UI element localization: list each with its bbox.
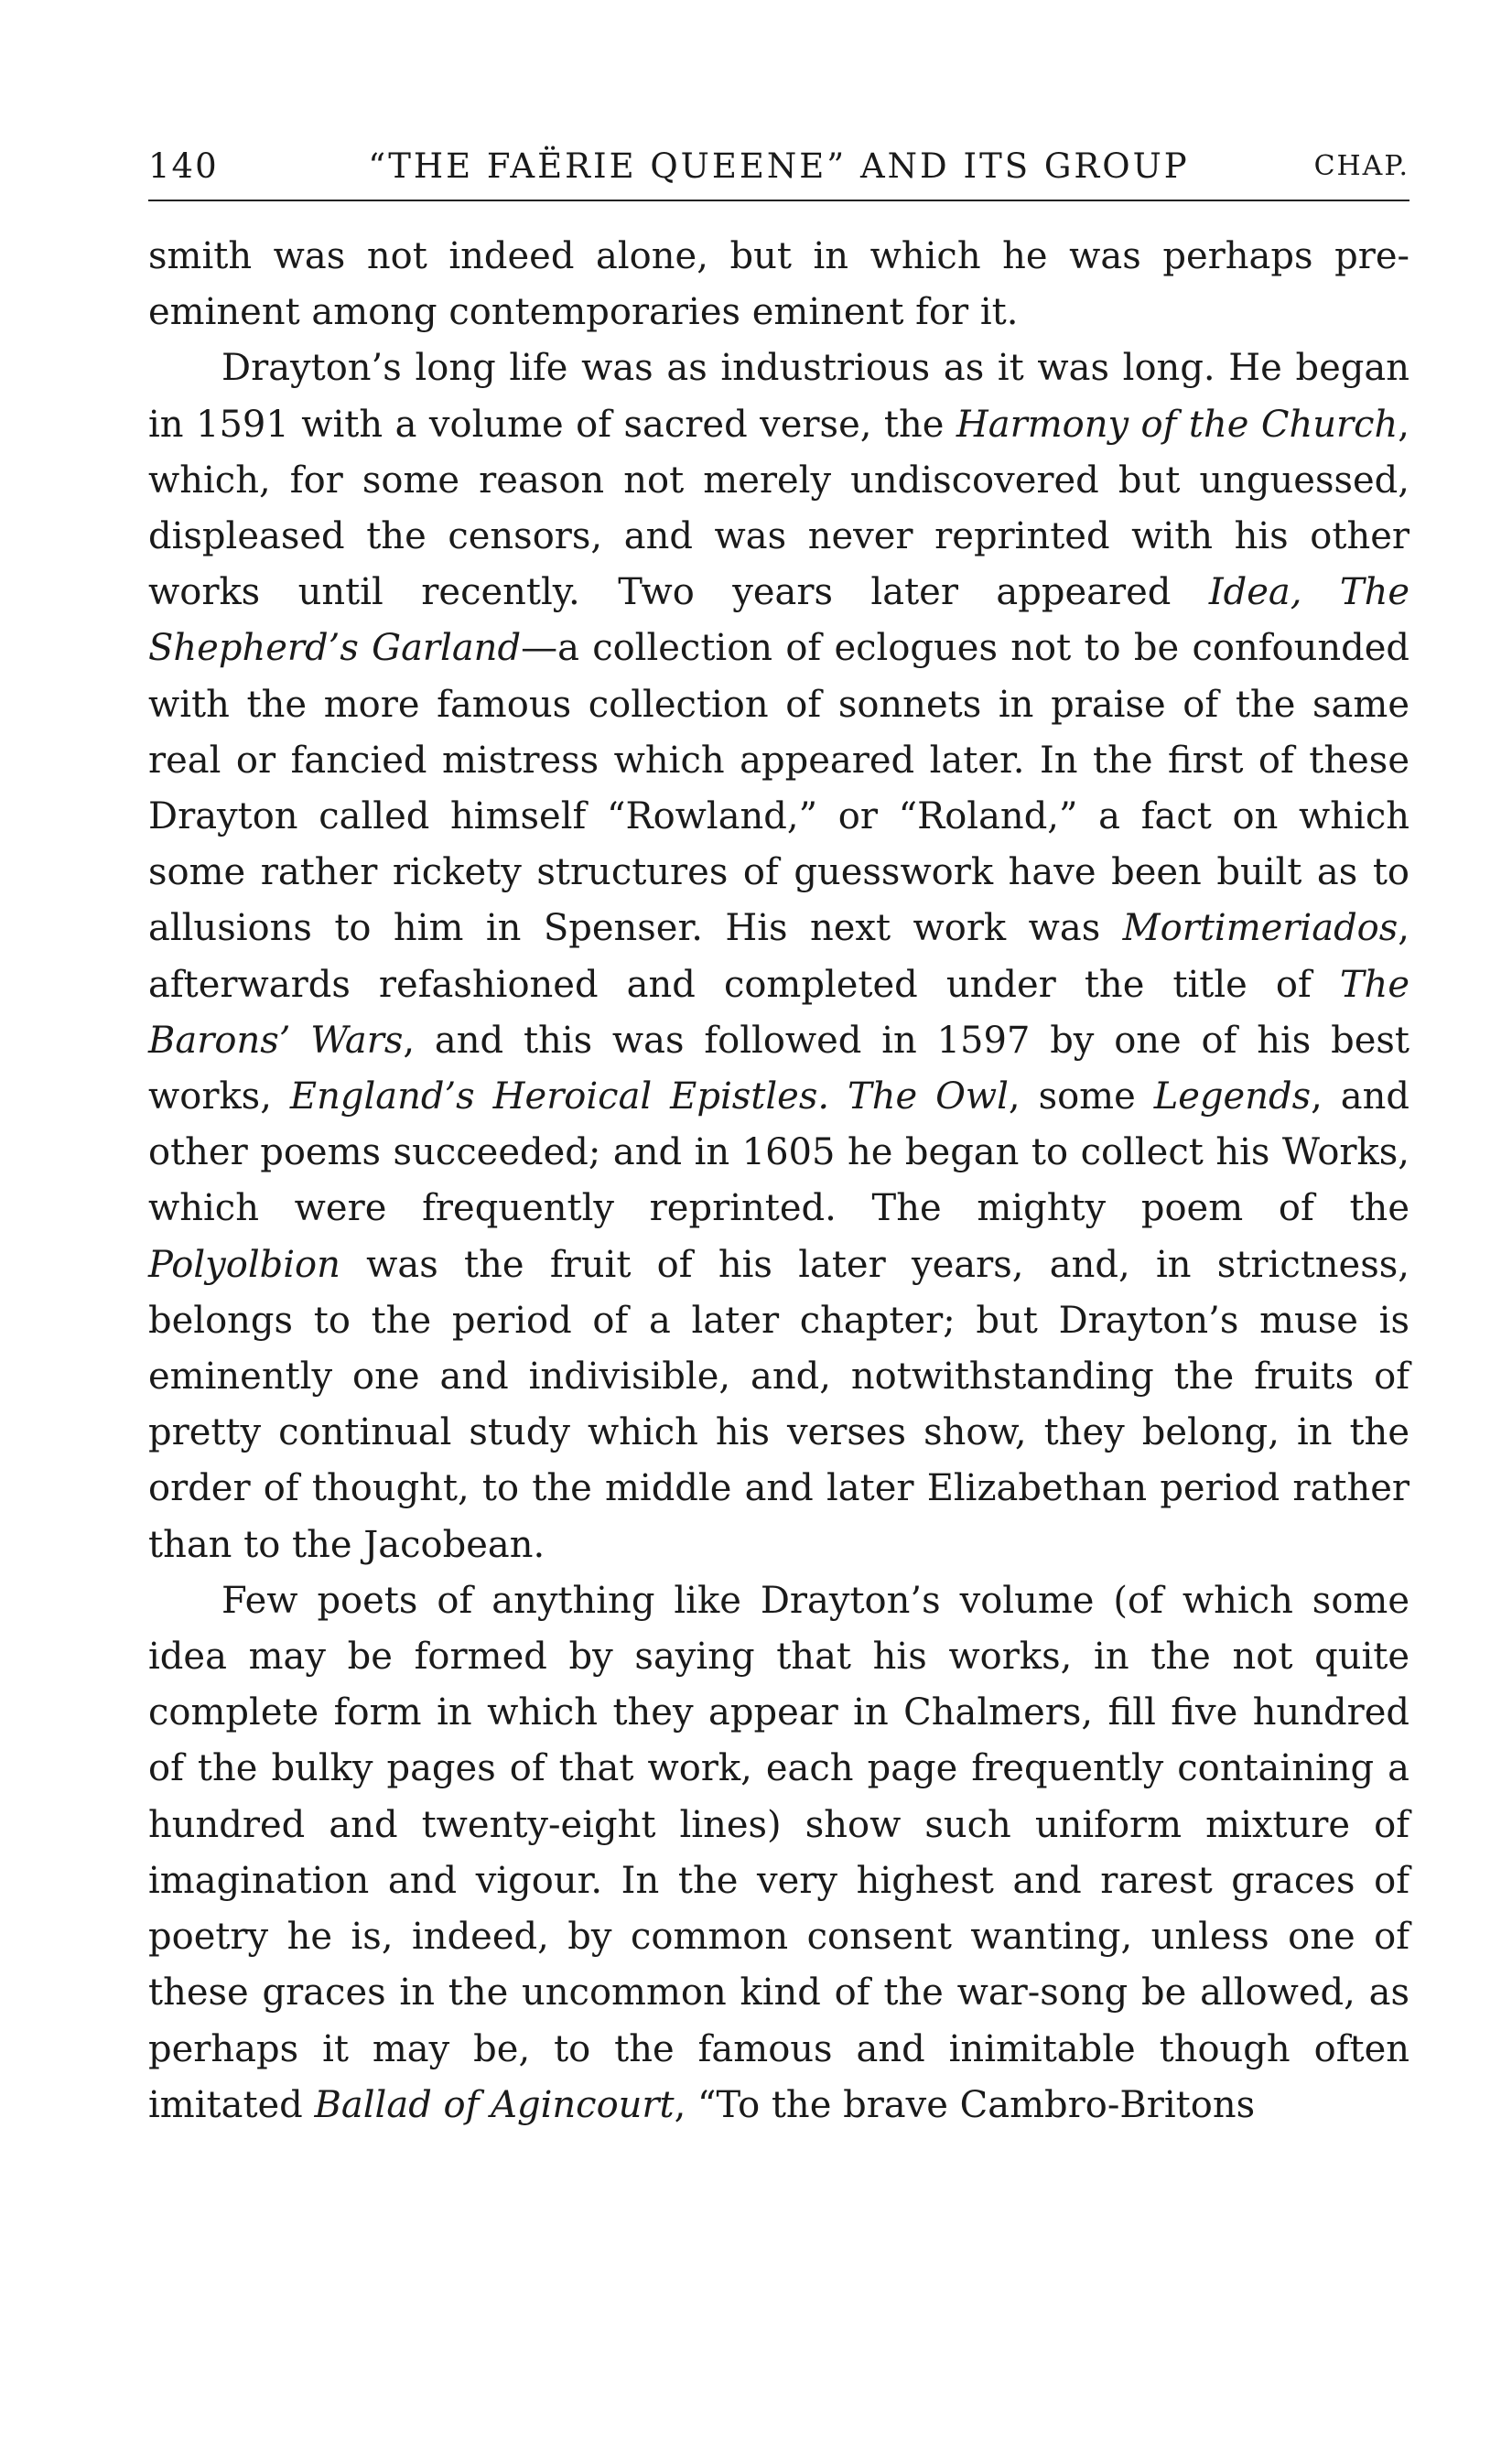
- book-title: England’s Heroical Epistles. The Owl: [289, 1075, 1009, 1118]
- book-title: The Barons’ Wars: [148, 963, 1409, 1062]
- paragraph-1: [148, 229, 1409, 340]
- page-number: 140: [148, 146, 219, 186]
- book-title: Ballad of Agincourt: [314, 2083, 675, 2126]
- text-run: , which, for some reason not merely undiscovered but unguessed, displeased the censors, and was never reprinted with his other works until recently. Two years later appeared: [148, 403, 1409, 614]
- text-run: was the fruit of his later years, and, in strictness, belongs to the period of a later chapter; but Drayton’s muse is eminently one and indivisible, and, notwithstanding the fruits of pretty continual study which his verses show, they belong, in the order of thought, to the middle and later Elizabethan period rather than to the Jacobean.: [148, 1243, 1409, 1566]
- text-run: smith was not indeed alone, but in which he was perhaps pre-eminent among contemporaries eminent for it.: [148, 235, 1409, 334]
- text-run: —a collection of eclogues not to be confounded with the more famous collection of sonnets in praise of the same real or fancied mistress which appeared later. In the first of these Drayton called himself “Rowland,” or “Roland,” a fact on which some rather rickety structures of guesswork have been built as to allusions to him in Spenser. His next work was: [148, 627, 1409, 950]
- text-run: , “To the brave Cambro-Britons: [674, 2083, 1256, 2126]
- text-run: , some: [1008, 1075, 1154, 1118]
- paragraph-2: [148, 340, 1409, 1572]
- book-title: Mortimeriados: [1122, 907, 1399, 950]
- book-title: Polyolbion: [148, 1243, 340, 1286]
- book-title: Harmony of the Church: [956, 403, 1399, 446]
- text-run: , afterwards refashioned and completed under the title of: [148, 907, 1409, 1006]
- body-text: [148, 229, 1409, 2134]
- text-run: Few poets of anything like Drayton’s volume (of which some idea may be formed by saying that his works, in the not quite complete form in which they appear in Chalmers, fill five hundred of the bulky pages of that work, each page frequently containing a hundred and twenty-eight lines) show such uniform mixture of imagination and vigour. In the very highest and rarest graces of poetry he is, indeed, by common consent wanting, unless one of these graces in the uncommon kind of the war-song be allowed, as perhaps it may be, to the famous and inimitable though often imitated: [148, 1579, 1409, 2126]
- chapter-marker: CHAP.: [1313, 150, 1409, 182]
- text-run: , and other poems succeeded; and in 1605 he began to collect his Works, which were frequently reprinted. The mighty poem of the: [148, 1075, 1409, 1230]
- book-page: [148, 146, 1409, 2134]
- running-head: [148, 146, 1409, 198]
- text-run: , and this was followed in 1597 by one of his best works,: [148, 1019, 1410, 1118]
- header-rule: [148, 200, 1409, 201]
- paragraph-3: [148, 1573, 1409, 2134]
- text-run: Drayton’s long life was as industrious as it was long. He began in 1591 with a volume of sacred verse, the: [148, 347, 1409, 446]
- book-title: Idea, The Shepherd’s Garland: [148, 571, 1410, 670]
- book-title: Legends: [1153, 1075, 1312, 1118]
- running-title: “THE FAËRIE QUEENE” AND ITS GROUP: [368, 146, 1190, 186]
